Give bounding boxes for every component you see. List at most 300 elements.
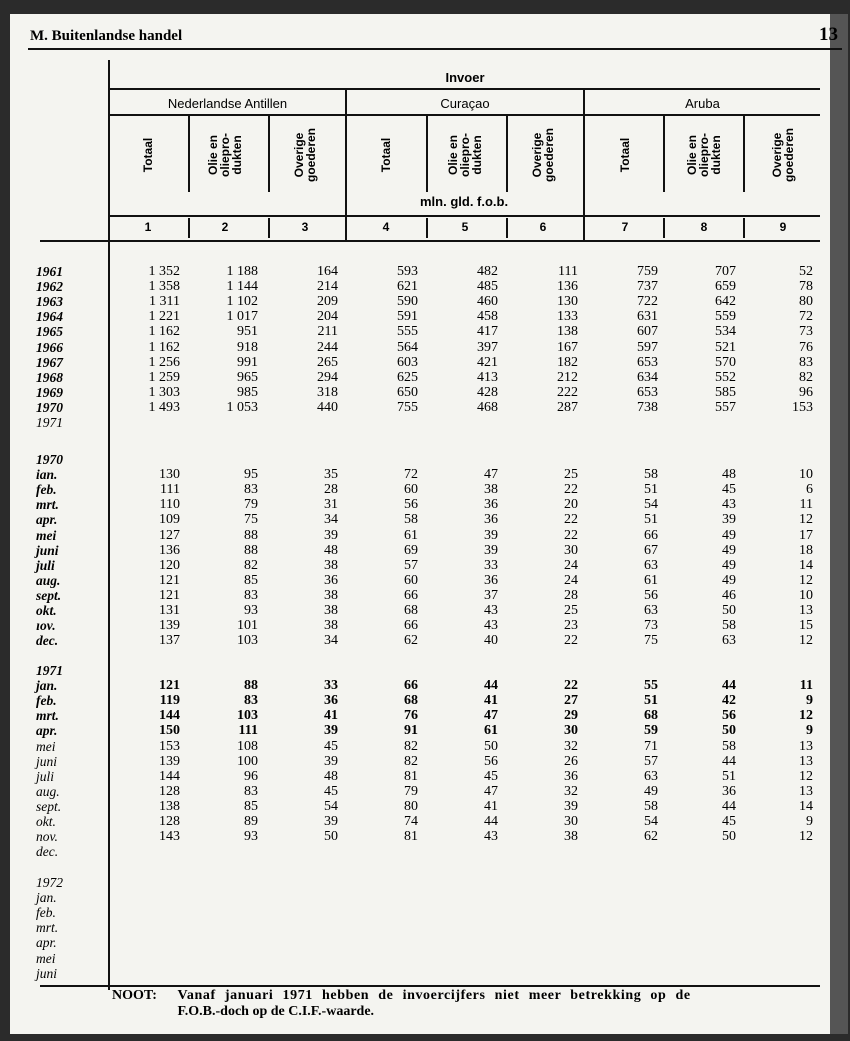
- table-cell: 48: [324, 768, 338, 784]
- table-cell: 50: [484, 738, 498, 754]
- table-cell: 13: [799, 783, 813, 799]
- column-number-3: 3: [301, 220, 309, 234]
- table-cell: 52: [799, 264, 813, 279]
- table-cell: 51: [644, 512, 658, 528]
- table-cell: 40: [484, 633, 498, 649]
- column-header-6: Overige goederen: [530, 127, 556, 183]
- table-cell: 12: [799, 633, 813, 649]
- table-cell: 294: [317, 369, 338, 385]
- table-cell: 57: [404, 557, 418, 573]
- column-header-5: Olie en oliepro- dukten: [446, 133, 484, 177]
- table-cell: 10: [799, 587, 813, 603]
- top-rule: [28, 48, 842, 50]
- table-cell: 10: [799, 467, 813, 483]
- subgroup-header-aruba: Aruba: [685, 96, 720, 111]
- table-cell: 153: [159, 738, 180, 754]
- table-cell: 72: [799, 309, 813, 325]
- table-cell: 1 102: [226, 294, 258, 310]
- table-cell: 82: [799, 369, 813, 385]
- table-cell: 15: [799, 618, 813, 634]
- row-label: mrt.: [36, 920, 59, 936]
- row-label: jan.: [36, 678, 58, 694]
- table-cell: 66: [644, 527, 658, 543]
- row-label: juli: [36, 768, 55, 784]
- page-edge: [830, 14, 848, 1034]
- row-label: apr.: [36, 512, 58, 528]
- table-cell: 204: [317, 309, 338, 325]
- column-number-5: 5: [461, 220, 469, 234]
- table-cell: 1 256: [148, 354, 180, 370]
- table-cell: 93: [244, 603, 258, 618]
- table-cell: 43: [484, 603, 498, 618]
- table-cell: 47: [484, 783, 498, 799]
- table-cell: 11: [799, 497, 813, 513]
- table-cell: 150: [159, 723, 180, 739]
- row-label: dec.: [36, 844, 59, 860]
- table-cell: 73: [644, 618, 658, 634]
- table-cell: 36: [484, 497, 498, 513]
- table-cell: 22: [564, 678, 578, 694]
- table-cell: 57: [644, 753, 658, 769]
- table-cell: 28: [324, 482, 338, 498]
- table-cell: 1 221: [148, 309, 180, 325]
- column-number-separator: [268, 218, 270, 238]
- table-cell: 212: [557, 369, 578, 385]
- table-cell: 139: [159, 753, 180, 769]
- table-cell: 62: [404, 633, 418, 649]
- table-cell: 985: [237, 384, 258, 400]
- table-cell: 707: [715, 264, 736, 279]
- table-cell: 48: [722, 467, 736, 483]
- column-number-9: 9: [779, 220, 787, 234]
- table-cell: 222: [557, 384, 578, 400]
- table-cell: 82: [244, 557, 258, 573]
- table-cell: 634: [637, 369, 658, 385]
- table-cell: 55: [644, 678, 658, 694]
- table-cell: 30: [564, 814, 578, 829]
- table-cell: 552: [715, 369, 736, 385]
- table-cell: 25: [564, 467, 578, 483]
- group-divider-1: [345, 90, 347, 240]
- table-cell: 13: [799, 753, 813, 769]
- table-cell: 153: [792, 399, 813, 415]
- table-cell: 22: [564, 482, 578, 498]
- table-cell: 43: [484, 618, 498, 634]
- table-cell: 38: [324, 587, 338, 603]
- table-cell: 18: [799, 542, 813, 558]
- table-cell: 103: [237, 708, 258, 724]
- row-label: feb.: [36, 693, 57, 709]
- table-cell: 413: [477, 369, 498, 385]
- column-number-7: 7: [621, 220, 629, 234]
- table-cell: 89: [244, 814, 258, 829]
- table-cell: 265: [317, 354, 338, 370]
- column-number-separator: [506, 218, 508, 238]
- row-label: feb.: [36, 905, 56, 921]
- table-cell: 49: [722, 572, 736, 588]
- table-cell: 36: [484, 512, 498, 528]
- table-cell: 34: [324, 633, 338, 649]
- table-cell: 44: [722, 753, 736, 769]
- table-cell: 28: [564, 587, 578, 603]
- table-cell: 24: [564, 572, 578, 588]
- table-cell: 42: [722, 693, 736, 709]
- table-cell: 38: [484, 482, 498, 498]
- table-cell: 13: [799, 603, 813, 618]
- table-cell: 63: [644, 768, 658, 784]
- sub-column-divider: [188, 116, 190, 192]
- table-cell: 48: [324, 542, 338, 558]
- table-cell: 73: [799, 324, 813, 340]
- table-cell: 918: [237, 339, 258, 355]
- table-cell: 607: [637, 324, 658, 340]
- table-cell: 182: [557, 354, 578, 370]
- table-cell: 39: [324, 723, 338, 739]
- table-cell: 642: [715, 294, 736, 310]
- table-cell: 49: [722, 527, 736, 543]
- row-label: 1970: [36, 399, 63, 415]
- table-cell: 11: [799, 678, 813, 694]
- table-cell: 755: [397, 399, 418, 415]
- row-label: okt.: [36, 814, 56, 829]
- table-cell: 659: [715, 279, 736, 295]
- table-cell: 58: [644, 467, 658, 483]
- table-cell: 127: [159, 527, 180, 543]
- column-number-separator: [663, 218, 665, 238]
- table-cell: 111: [160, 482, 180, 498]
- table-cell: 50: [722, 603, 736, 618]
- table-cell: 27: [564, 693, 578, 709]
- table-cell: 32: [564, 783, 578, 799]
- row-label: mei: [36, 527, 57, 543]
- table-cell: 136: [159, 542, 180, 558]
- table-cell: 593: [397, 264, 418, 279]
- table-cell: 83: [799, 354, 813, 370]
- table-cell: 1 188: [226, 264, 258, 279]
- table-cell: 9: [806, 723, 813, 739]
- table-cell: 47: [484, 708, 498, 724]
- table-cell: 164: [317, 264, 338, 279]
- column-number-separator: [426, 218, 428, 238]
- table-cell: 38: [564, 829, 578, 845]
- row-label: dec.: [36, 633, 59, 649]
- table-cell: 103: [237, 633, 258, 649]
- table-cell: 63: [722, 633, 736, 649]
- table-cell: 951: [237, 324, 258, 340]
- table-cell: 1 259: [148, 369, 180, 385]
- table-cell: 22: [564, 633, 578, 649]
- row-label: 1968: [36, 369, 63, 385]
- table-cell: 22: [564, 527, 578, 543]
- table-cell: 534: [715, 324, 736, 340]
- table-cell: 17: [799, 527, 813, 543]
- table-cell: 120: [159, 557, 180, 573]
- table-cell: 39: [722, 512, 736, 528]
- table-cell: 590: [397, 294, 418, 310]
- table-cell: 121: [159, 587, 180, 603]
- table-cell: 759: [637, 264, 658, 279]
- column-number-8: 8: [700, 220, 708, 234]
- header-rule-2: [108, 114, 820, 116]
- table-cell: 47: [484, 467, 498, 483]
- group-divider-2: [583, 90, 585, 240]
- table-cell: 68: [404, 693, 418, 709]
- column-number-6: 6: [539, 220, 547, 234]
- table-cell: 9: [806, 814, 813, 829]
- row-label: juni: [36, 965, 58, 981]
- table-cell: 631: [637, 309, 658, 325]
- block-year-label: 1972: [36, 875, 63, 890]
- table-cell: 417: [477, 324, 498, 340]
- table-cell: 1 017: [226, 309, 258, 325]
- table-cell: 570: [715, 354, 736, 370]
- table-cell: 36: [722, 783, 736, 799]
- table-cell: 45: [484, 768, 498, 784]
- table-cell: 56: [644, 587, 658, 603]
- table-cell: 29: [564, 708, 578, 724]
- table-cell: 68: [404, 603, 418, 618]
- table-cell: 6: [806, 482, 813, 498]
- table-cell: 59: [644, 723, 658, 739]
- table-cell: 244: [317, 339, 338, 355]
- table-cell: 36: [324, 572, 338, 588]
- column-header-3: Overige goederen: [292, 127, 318, 183]
- section-title: M. Buitenlandse handel: [30, 28, 183, 44]
- table-cell: 45: [324, 738, 338, 754]
- table-cell: 49: [722, 542, 736, 558]
- table-cell: 56: [484, 753, 498, 769]
- table-cell: 136: [557, 279, 578, 295]
- table-cell: 421: [477, 354, 498, 370]
- row-label: 1969: [36, 384, 63, 400]
- table-cell: 83: [244, 783, 258, 799]
- row-label: ian.: [36, 467, 58, 483]
- table-cell: 211: [317, 324, 338, 340]
- table-cell: 54: [324, 798, 338, 814]
- row-label: aug.: [36, 572, 61, 588]
- table-cell: 61: [484, 723, 498, 739]
- table-cell: 130: [159, 467, 180, 483]
- table-cell: 60: [404, 482, 418, 498]
- header-rule-1: [108, 88, 820, 90]
- table-cell: 46: [722, 587, 736, 603]
- table-cell: 111: [238, 723, 258, 739]
- table-cell: 96: [799, 384, 813, 400]
- table-cell: 318: [317, 384, 338, 400]
- row-label: 1964: [36, 309, 63, 325]
- table-cell: 557: [715, 399, 736, 415]
- table-cell: 23: [564, 618, 578, 634]
- row-label: mei: [36, 950, 56, 966]
- table-cell: 54: [644, 814, 658, 829]
- table-cell: 121: [159, 572, 180, 588]
- table-cell: 79: [404, 783, 418, 799]
- row-label: okt.: [36, 603, 57, 618]
- table-cell: 39: [484, 527, 498, 543]
- table-cell: 965: [237, 369, 258, 385]
- table-cell: 41: [484, 693, 498, 709]
- table-cell: 49: [644, 783, 658, 799]
- table-cell: 66: [404, 618, 418, 634]
- table-cell: 108: [237, 738, 258, 754]
- table-cell: 61: [644, 572, 658, 588]
- table-cell: 22: [564, 512, 578, 528]
- table-cell: 397: [477, 339, 498, 355]
- table-cell: 96: [244, 768, 258, 784]
- table-cell: 63: [644, 557, 658, 573]
- column-header-1: Totaal: [141, 137, 155, 173]
- table-cell: 58: [644, 798, 658, 814]
- row-label: juni: [36, 753, 58, 769]
- table-cell: 35: [324, 467, 338, 483]
- row-label: apr.: [36, 935, 57, 951]
- table-cell: 650: [397, 384, 418, 400]
- table-cell: 564: [397, 339, 418, 355]
- table-cell: 76: [404, 708, 418, 724]
- table-cell: 25: [564, 603, 578, 618]
- table-cell: 43: [484, 829, 498, 845]
- column-number-separator: [188, 218, 190, 238]
- table-cell: 63: [644, 603, 658, 618]
- table-cell: 80: [404, 798, 418, 814]
- table-cell: 12: [799, 512, 813, 528]
- table-cell: 44: [722, 678, 736, 694]
- table-cell: 12: [799, 829, 813, 845]
- table-cell: 738: [637, 399, 658, 415]
- group-header-invoer: Invoer: [445, 70, 485, 85]
- table-cell: 12: [799, 708, 813, 724]
- table-cell: 143: [159, 829, 180, 845]
- table-cell: 591: [397, 309, 418, 325]
- row-label: 1966: [36, 339, 63, 355]
- table-cell: 559: [715, 309, 736, 325]
- table-cell: 81: [404, 768, 418, 784]
- table-cell: 74: [404, 814, 418, 829]
- table-cell: 30: [564, 542, 578, 558]
- block-year-label: 1971: [36, 663, 63, 678]
- table-cell: 24: [564, 557, 578, 573]
- table-cell: 144: [159, 708, 180, 724]
- table-cell: 1 303: [148, 384, 180, 400]
- table-cell: 51: [644, 482, 658, 498]
- table-cell: 440: [317, 399, 338, 415]
- table-cell: 133: [557, 309, 578, 325]
- table-cell: 137: [159, 633, 180, 649]
- table-cell: 131: [159, 603, 180, 618]
- unit-label: mln. gld. f.o.b.: [420, 194, 509, 209]
- table-cell: 1 144: [226, 279, 258, 295]
- column-number-1: 1: [144, 220, 152, 234]
- table-cell: 44: [484, 678, 498, 694]
- table-cell: 555: [397, 324, 418, 340]
- table-cell: 31: [324, 497, 338, 513]
- table-cell: 39: [324, 753, 338, 769]
- bottom-rule: [40, 985, 820, 987]
- row-label: jan.: [36, 890, 57, 906]
- row-label: 1961: [36, 264, 63, 279]
- sub-column-divider: [426, 116, 428, 192]
- table-cell: 61: [404, 527, 418, 543]
- sub-column-divider: [743, 116, 745, 192]
- block-year-label: 1970: [36, 452, 63, 467]
- subgroup-header-curacao: Curaçao: [440, 96, 490, 111]
- table-cell: 33: [324, 678, 338, 694]
- table-cell: 34: [324, 512, 338, 528]
- table-cell: 460: [477, 294, 498, 310]
- row-label: 1967: [36, 354, 63, 370]
- table-cell: 60: [404, 572, 418, 588]
- table-cell: 50: [722, 829, 736, 845]
- row-label: juli: [36, 557, 55, 573]
- table-cell: 32: [564, 738, 578, 754]
- table-cell: 39: [324, 527, 338, 543]
- table-cell: 209: [317, 294, 338, 310]
- row-label: mei: [36, 738, 56, 754]
- table-cell: 45: [722, 814, 736, 829]
- table-cell: 653: [637, 354, 658, 370]
- row-label: 1965: [36, 324, 63, 340]
- table-cell: 88: [244, 678, 258, 694]
- table-cell: 468: [477, 399, 498, 415]
- sub-column-divider: [663, 116, 665, 192]
- row-label: mrt.: [36, 497, 59, 513]
- table-cell: 66: [404, 587, 418, 603]
- table-cell: 12: [799, 572, 813, 588]
- table-cell: 991: [237, 354, 258, 370]
- table-cell: 67: [644, 542, 658, 558]
- table-cell: 49: [722, 557, 736, 573]
- table-cell: 41: [324, 708, 338, 724]
- table-cell: 621: [397, 279, 418, 295]
- subgroup-header-antillen: Nederlandse Antillen: [167, 96, 288, 111]
- table-cell: 1 162: [148, 324, 180, 340]
- row-label: sept.: [36, 798, 62, 814]
- row-label: aug.: [36, 783, 60, 799]
- table-cell: 88: [244, 542, 258, 558]
- column-header-8: Olie en oliepro- dukten: [685, 133, 723, 177]
- table-cell: 72: [404, 467, 418, 483]
- table-cell: 30: [564, 723, 578, 739]
- table-cell: 45: [722, 482, 736, 498]
- table-cell: 44: [484, 814, 498, 829]
- table-cell: 138: [159, 798, 180, 814]
- table-cell: 625: [397, 369, 418, 385]
- table-cell: 38: [324, 557, 338, 573]
- row-label: nov.: [36, 829, 58, 845]
- row-label: juni: [36, 542, 59, 558]
- table-cell: 1 493: [148, 399, 180, 415]
- header-rule-4: [40, 240, 820, 242]
- table-cell: 50: [324, 829, 338, 845]
- column-header-7: Totaal: [618, 137, 632, 173]
- table-cell: 1 053: [226, 399, 258, 415]
- table-cell: 603: [397, 354, 418, 370]
- table-cell: 130: [557, 294, 578, 310]
- table-cell: 71: [644, 738, 658, 754]
- table-cell: 1 311: [149, 294, 180, 310]
- table-cell: 1 358: [148, 279, 180, 295]
- table-cell: 36: [324, 693, 338, 709]
- table-cell: 737: [637, 279, 658, 295]
- table-cell: 41: [484, 798, 498, 814]
- table-cell: 1 352: [148, 264, 180, 279]
- table-cell: 83: [244, 482, 258, 498]
- table-cell: 56: [722, 708, 736, 724]
- table-cell: 82: [404, 753, 418, 769]
- table-cell: 121: [159, 678, 180, 694]
- column-header-2: Olie en oliepro- dukten: [206, 133, 244, 177]
- table-cell: 585: [715, 384, 736, 400]
